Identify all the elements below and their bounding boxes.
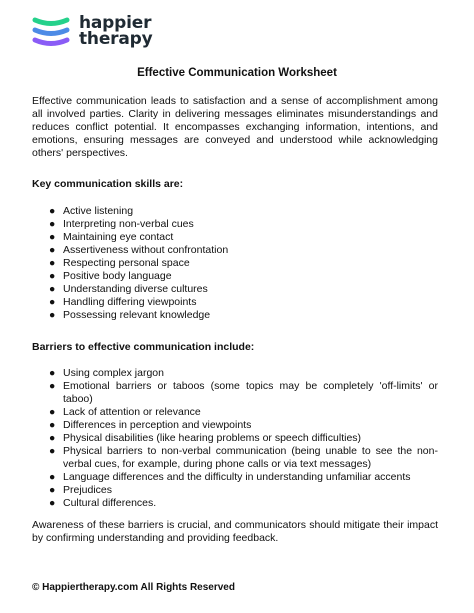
barriers-item-text: Prejudices — [63, 484, 113, 496]
bullet-icon: ● — [49, 419, 56, 431]
barriers-item-text: Emotional barriers or taboos (some topics may be completely 'off-limits' or taboo) — [63, 380, 438, 405]
barriers-item-text: Cultural differences. — [63, 497, 157, 509]
bullet-icon: ● — [49, 257, 56, 269]
bullet-icon: ● — [49, 406, 56, 418]
barriers-item — [32, 471, 438, 484]
skills-item-text: Positive body language — [63, 270, 172, 282]
barriers-item-text: Lack of attention or relevance — [63, 406, 201, 418]
skills-item — [32, 257, 438, 270]
skills-list — [32, 205, 438, 322]
bullet-icon: ● — [49, 432, 56, 444]
bullet-icon: ● — [49, 497, 56, 509]
bullet-icon: ● — [49, 309, 56, 321]
skills-item — [32, 309, 438, 322]
skills-section-header — [32, 178, 438, 191]
barriers-item — [32, 497, 438, 510]
barriers-item-text: Language differences and the difficulty in understanding unfamiliar accents — [63, 471, 411, 483]
barriers-item — [32, 445, 438, 471]
skills-item-text: Respecting personal space — [63, 257, 190, 269]
logo-stroke-blue — [35, 30, 67, 34]
barriers-item — [32, 484, 438, 497]
bullet-icon: ● — [49, 367, 56, 379]
barriers-list — [32, 367, 438, 510]
barriers-item — [32, 380, 438, 406]
brand-line-2: therapy — [79, 29, 153, 49]
logo-stroke-purple — [35, 40, 67, 44]
bullet-icon: ● — [49, 445, 56, 457]
bullet-icon: ● — [49, 270, 56, 282]
barriers-item-text: Physical disabilities (like hearing problems or speech difficulties) — [63, 432, 362, 444]
barriers-item — [32, 432, 438, 445]
skills-item — [32, 296, 438, 309]
bullet-icon: ● — [49, 484, 56, 496]
bullet-icon: ● — [49, 218, 56, 230]
barriers-section-header — [32, 341, 438, 354]
barriers-item-text: Differences in perception and viewpoints — [63, 419, 252, 431]
bullet-icon: ● — [49, 283, 56, 295]
page-title: Effective Communication Worksheet — [137, 67, 337, 79]
skills-item-text: Assertiveness without confrontation — [63, 244, 229, 256]
brand-logo — [31, 10, 152, 52]
footer-copyright: © Happiertherapy.com All Rights Reserved — [32, 582, 235, 593]
skills-heading: Key communication skills are: — [32, 178, 184, 190]
closing-section — [32, 519, 438, 545]
barriers-item — [32, 419, 438, 432]
brand-line-1: happier — [79, 13, 152, 33]
skills-item — [32, 231, 438, 244]
intro-section — [32, 95, 438, 160]
barriers-item — [32, 406, 438, 419]
bullet-icon: ● — [49, 296, 56, 308]
skills-item — [32, 205, 438, 218]
logo-stroke-green — [35, 20, 67, 24]
barriers-item — [32, 367, 438, 380]
intro-paragraph: Effective communication leads to satisfaction and a sense of accomplishment among all involved parties. Clarity in delivering messages eliminates misunderstandings and reduces conflict potential. It encompasses exchanging information, intentions, and emotions, ensuring messages are conveyed and understood while acknowledging others' perspectives. — [32, 95, 438, 159]
brand-wordmark — [79, 15, 152, 47]
bullet-icon: ● — [49, 471, 56, 483]
skills-item — [32, 244, 438, 257]
skills-item-text: Understanding diverse cultures — [63, 283, 208, 295]
skills-item-text: Possessing relevant knowledge — [63, 309, 211, 321]
skills-item-text: Maintaining eye contact — [63, 231, 174, 243]
skills-item-text: Interpreting non-verbal cues — [63, 218, 194, 230]
bullet-icon: ● — [49, 244, 56, 256]
skills-item-text: Active listening — [63, 205, 134, 217]
skills-item-text: Handling differing viewpoints — [63, 296, 197, 308]
closing-paragraph: Awareness of these barriers is crucial, and communicators should mitigate their impact by confirming understanding and providing feedback. — [32, 519, 438, 544]
skills-item — [32, 218, 438, 231]
bullet-icon: ● — [49, 205, 56, 217]
logo-icon — [31, 14, 71, 48]
bullet-icon: ● — [49, 231, 56, 243]
bullet-icon: ● — [49, 380, 56, 392]
skills-item — [32, 283, 438, 296]
barriers-heading: Barriers to effective communication include: — [32, 341, 255, 353]
barriers-item-text: Physical barriers to non-verbal communication (being unable to see the non-verbal cues, for example, during phone calls or via text messages) — [63, 445, 438, 470]
skills-item — [32, 270, 438, 283]
barriers-item-text: Using complex jargon — [63, 367, 164, 379]
